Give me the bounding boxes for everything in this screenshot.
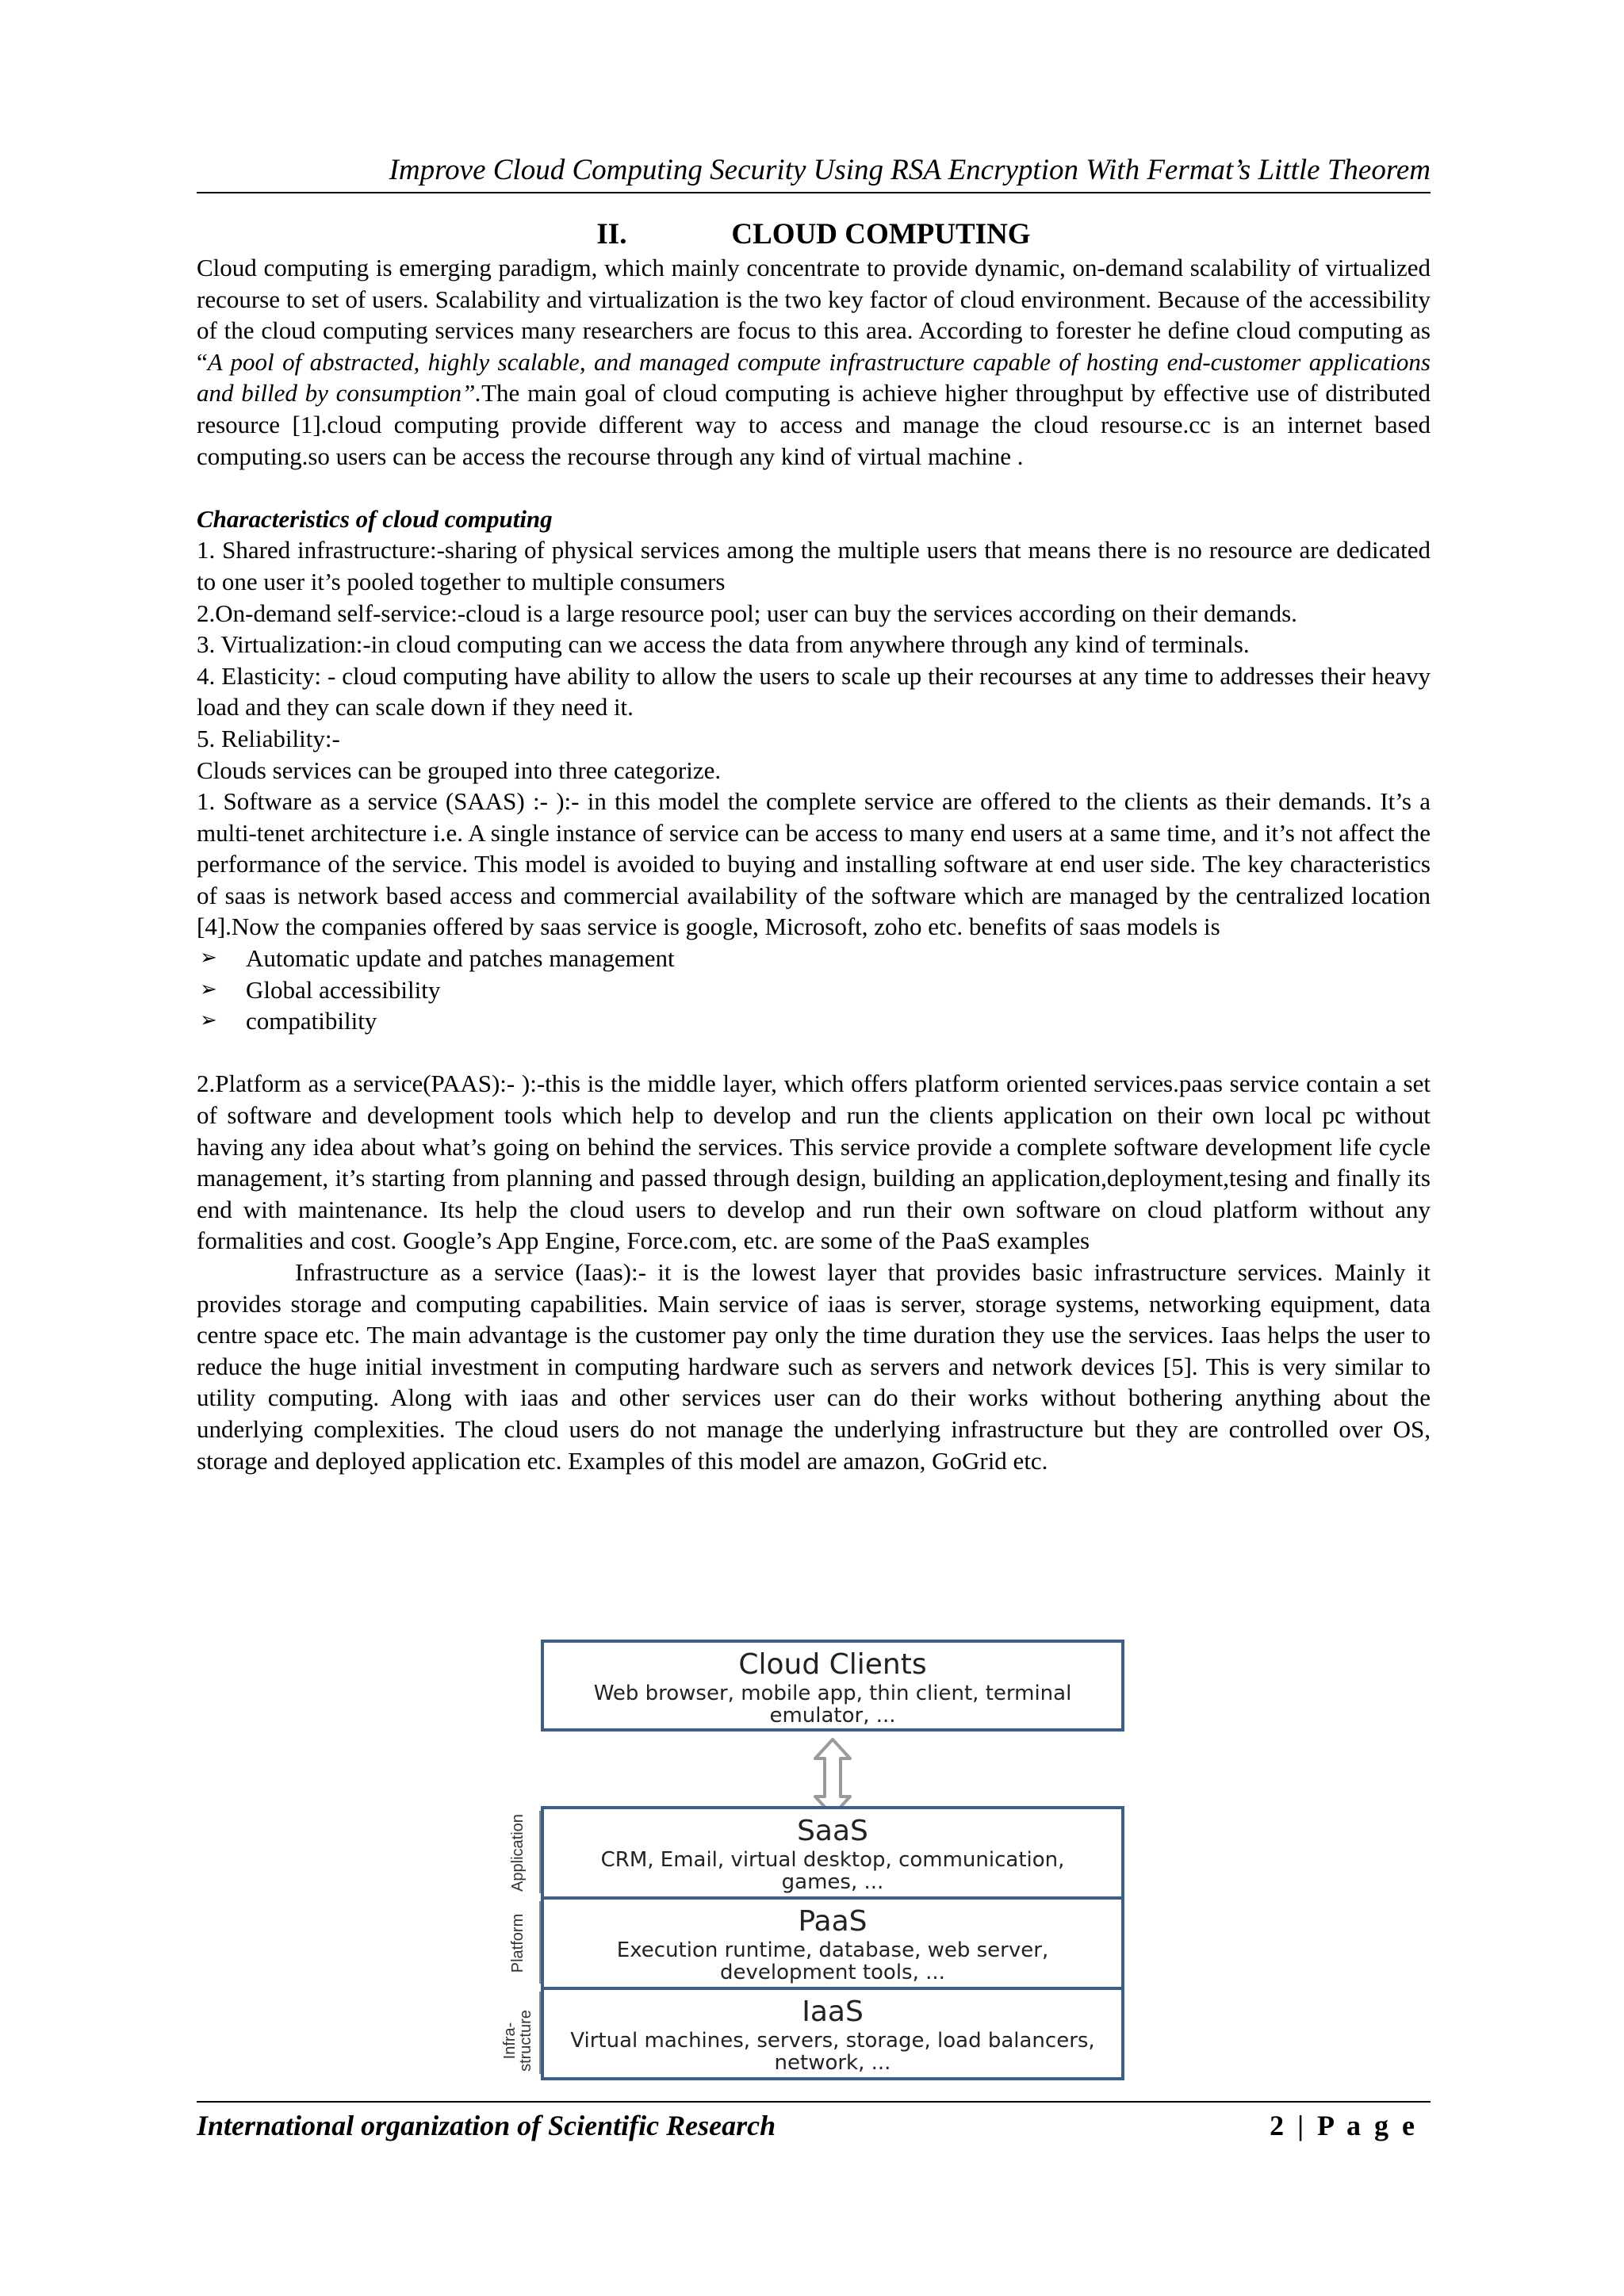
list-item [197,974,1431,1006]
list-item-text: Automatic update and patches management [246,944,675,973]
saas-layer-box [541,1806,1124,1900]
characteristic-item: 4. Elasticity: - cloud computing have ability to allow the users to scale up their recourses at any time to addresses their heavy load and they can scale down if they need it. [197,661,1431,721]
characteristic-item: 2.On-demand self-service:-cloud is a large resource pool; user can buy the services according on their demands. [197,599,1297,627]
intro-text-1: Cloud computing is emerging paradigm, which mainly concentrate to provide dynamic, on-demand scalability of virtualized recourse to set of users. Scalability and virtualization is the two key factor of cloud environment. Because of the accessibility of the cloud computing services many researchers are focus to this area. According to forester he define cloud computing as “ [197,254,1431,376]
side-label-platform: Platform [509,1913,527,1973]
characteristics-heading: Characteristics of cloud computing [197,504,553,533]
paas-layer-box [541,1896,1124,1990]
section-number: II. [596,218,627,251]
saas-paragraph: 1. Software as a service (SAAS) :- ):- in this model the complete service are offered to the clients as their demands. It’s a multi-tenet architecture i.e. A single instance of service can be access to many end users at a same time, and it’s not affect the performance of the service. This model is avoided to buying and installing software at end user side. The key characteristics of saas is network based access and commercial availability of the software which are managed by the centralized location [4].Now the companies offered by saas service is google, Microsoft, zoho etc. benefits of saas models is [197,787,1431,941]
iaas-layer-title: IaaS [802,1996,864,2028]
iaas-layer-desc: Virtual machines, servers, storage, load balancers, network, ... [570,2029,1095,2075]
page-body [197,151,1431,1476]
footer-journal: International organization of Scientific Research [197,2110,776,2141]
saas-benefits-list [197,943,1431,1037]
list-item [197,1005,1431,1037]
side-label-infrastructure: Infra-structure [501,2010,534,2072]
paas-layer-desc: Execution runtime, database, web server, development tools, ... [616,1938,1049,1984]
list-item-text: Global accessibility [246,975,441,1004]
characteristic-item: Clouds services can be grouped into three categorize. [197,756,722,784]
cloud-clients-box [541,1640,1124,1732]
running-head: Improve Cloud Computing Security Using RSA Encryption With Fermat’s Little Theorem [197,151,1431,193]
characteristic-item: 1. Shared infrastructure:-sharing of physical services among the multiple users that means there is no resource are dedicated to one user it’s pooled together to multiple consumers [197,536,1431,595]
page-footer [197,2101,1431,2144]
paas-paragraph: 2.Platform as a service(PAAS):- ):-this is the middle layer, which offers platform oriented services.paas service contain a set of software and development tools which help to develop and run the clients application on their own local pc without having any idea about what’s going on behind the services. This service provide a complete software development life cycle management, it’s starting from planning and passed through design, building an application,deployment,tesing and finally its end with maintenance. Its help the cloud users to develop and run their own software on cloud platform without any formalities and cost. Google’s App Engine, Force.com, etc. are some of the PaaS examples [197,1070,1431,1255]
iaas-paragraph: Infrastructure as a service (Iaas):- it is the lowest layer that provides basic infrastructure services. Mainly it provides storage and computing capabilities. Main service of iaas is server, storage systems, networking equipment, data centre space etc. The main advantage is the customer pay only the time duration they use the services. Iaas helps the user to reduce the huge initial investment in computing hardware such as servers and network devices [5]. This is very similar to utility computing. Along with iaas and other services user can do their works without bothering anything about the underlying complexities. The cloud users do not manage the underlying infrastructure but they are controlled over OS, storage and deployed application etc. Examples of this model are amazon, GoGrid etc. [197,1258,1431,1475]
saas-layer-desc: CRM, Email, virtual desktop, communication, games, ... [600,1848,1065,1894]
cloud-clients-title: Cloud Clients [738,1648,927,1681]
arrowhead-bullet-icon: ➢ [200,1008,217,1033]
list-item [197,943,1431,974]
cloud-clients-desc: Web browser, mobile app, thin client, terminal emulator, ... [593,1682,1072,1728]
side-label-application: Application [509,1814,527,1892]
characteristic-item: 3. Virtualization:-in cloud computing can we access the data from anywhere through any kind of terminals. [197,630,1250,659]
list-item-text: compatibility [246,1007,377,1035]
characteristic-item: 5. Reliability:- [197,724,340,752]
intro-paragraph [197,252,1431,472]
cloud-stack-figure [492,1640,1126,2085]
iaas-layer-box [541,1987,1124,2080]
arrowhead-bullet-icon: ➢ [200,977,217,1001]
paas-layer-title: PaaS [798,1905,868,1938]
section-title: CLOUD COMPUTING [731,218,1031,251]
footer-page-number: 2 | P a g e [1270,2110,1418,2141]
intro-text-2: The main goal of cloud computing is achieve higher throughput by effective use of distributed resource [1].cloud computing provide different way to access and manage the cloud resourse.cc is an internet based computing.so users can be access the recourse through any kind of virtual machine . [197,379,1431,470]
intro-quote: A pool of abstracted, highly scalable, and managed compute infrastructure capable of hosting end-customer applications and billed by consumption”. [197,347,1431,408]
arrowhead-bullet-icon: ➢ [200,946,217,970]
section-heading [197,217,1431,252]
saas-layer-title: SaaS [797,1815,868,1847]
